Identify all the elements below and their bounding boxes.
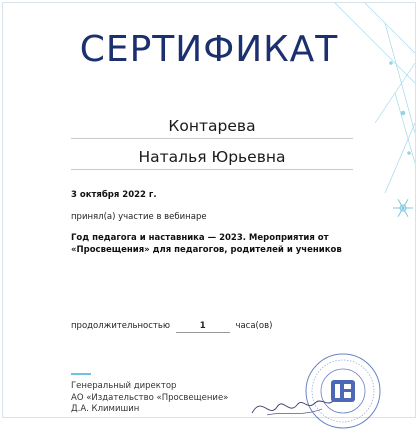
duration-value: 1 (176, 321, 230, 333)
signer-organization: АО «Издательство «Просвещение» (71, 392, 229, 403)
duration-row (71, 321, 272, 333)
certificate-title: СЕРТИФИКАТ (79, 29, 339, 70)
event-date: 3 октября 2022 г. (71, 190, 157, 200)
signer-name: Д.А. Климишин (71, 404, 140, 414)
signer-block (71, 381, 228, 416)
recipient-surname: Контарева (71, 117, 353, 139)
duration-label: продолжительностью (71, 321, 171, 331)
publisher-stamp-icon (303, 351, 383, 431)
certificate-sheet (2, 2, 416, 418)
signer-position: Генеральный директор (71, 381, 177, 391)
webinar-title: Год педагога и наставника — 2023. Мероприятия от «Просвещения» для педагогов, родителей и учеников (71, 233, 342, 255)
recipient-given-names: Наталья Юрьевна (71, 148, 353, 170)
participation-text: принял(а) участие в вебинаре (71, 212, 207, 222)
duration-unit: часа(ов) (235, 321, 273, 331)
accent-divider (71, 373, 91, 375)
